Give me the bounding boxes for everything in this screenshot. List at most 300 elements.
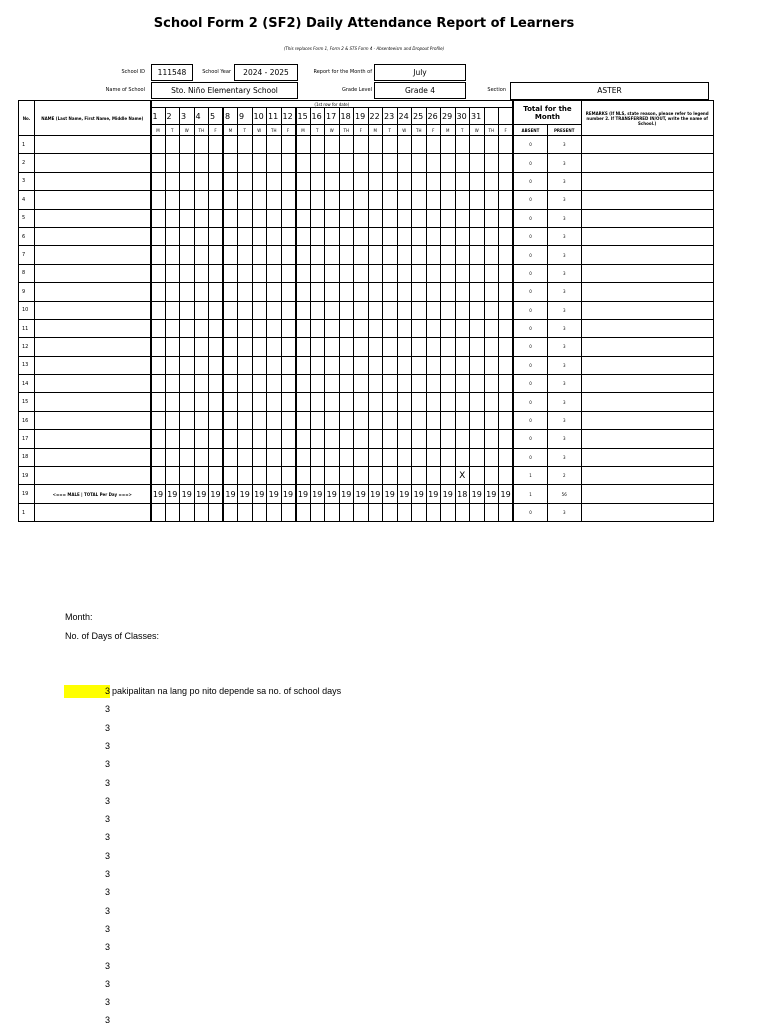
remarks-cell[interactable] xyxy=(581,356,713,374)
attendance-cell[interactable] xyxy=(470,375,485,393)
attendance-cell[interactable] xyxy=(281,467,296,485)
attendance-cell[interactable] xyxy=(484,393,499,411)
attendance-cell[interactable] xyxy=(441,411,456,429)
attendance-cell[interactable] xyxy=(310,503,325,521)
attendance-cell[interactable] xyxy=(339,375,354,393)
attendance-cell[interactable] xyxy=(151,375,166,393)
attendance-cell[interactable] xyxy=(426,467,441,485)
attendance-cell[interactable] xyxy=(151,467,166,485)
attendance-cell[interactable] xyxy=(383,338,398,356)
attendance-cell[interactable] xyxy=(426,503,441,521)
attendance-cell[interactable] xyxy=(470,209,485,227)
attendance-cell[interactable] xyxy=(484,283,499,301)
attendance-cell[interactable] xyxy=(296,503,311,521)
attendance-cell[interactable] xyxy=(354,430,369,448)
attendance-cell[interactable] xyxy=(296,136,311,154)
attendance-cell[interactable] xyxy=(354,172,369,190)
attendance-cell[interactable] xyxy=(368,154,383,172)
remarks-cell[interactable] xyxy=(581,264,713,282)
attendance-cell[interactable] xyxy=(383,246,398,264)
attendance-cell[interactable] xyxy=(484,375,499,393)
days-value-cell[interactable]: 3 xyxy=(104,905,110,916)
attendance-cell[interactable] xyxy=(499,191,514,209)
attendance-cell[interactable] xyxy=(310,301,325,319)
attendance-cell[interactable] xyxy=(412,393,427,411)
attendance-cell[interactable] xyxy=(151,503,166,521)
days-value-cell[interactable]: 3 xyxy=(104,704,110,715)
attendance-cell[interactable] xyxy=(368,283,383,301)
attendance-cell[interactable] xyxy=(484,356,499,374)
attendance-cell[interactable] xyxy=(368,411,383,429)
days-value-cell[interactable]: 3 xyxy=(104,740,110,751)
attendance-cell[interactable] xyxy=(339,467,354,485)
attendance-cell[interactable] xyxy=(441,301,456,319)
attendance-cell[interactable] xyxy=(499,467,514,485)
remarks-cell[interactable] xyxy=(581,209,713,227)
attendance-cell[interactable] xyxy=(194,338,209,356)
attendance-cell[interactable] xyxy=(267,154,282,172)
attendance-cell[interactable] xyxy=(383,467,398,485)
attendance-cell[interactable] xyxy=(339,246,354,264)
school-year-field[interactable]: 2024 - 2025 xyxy=(234,64,298,81)
attendance-cell[interactable] xyxy=(354,467,369,485)
attendance-cell[interactable] xyxy=(165,172,180,190)
attendance-cell[interactable] xyxy=(151,191,166,209)
attendance-cell[interactable] xyxy=(383,301,398,319)
attendance-cell[interactable] xyxy=(426,375,441,393)
attendance-cell[interactable] xyxy=(209,172,224,190)
attendance-cell[interactable] xyxy=(151,411,166,429)
attendance-cell[interactable] xyxy=(194,246,209,264)
attendance-cell[interactable] xyxy=(397,448,412,466)
attendance-cell[interactable] xyxy=(339,264,354,282)
attendance-cell[interactable] xyxy=(151,301,166,319)
attendance-cell[interactable] xyxy=(470,283,485,301)
remarks-cell[interactable] xyxy=(581,485,713,503)
attendance-cell[interactable] xyxy=(151,209,166,227)
attendance-cell[interactable] xyxy=(354,246,369,264)
attendance-cell[interactable] xyxy=(455,301,470,319)
attendance-cell[interactable] xyxy=(470,503,485,521)
attendance-cell[interactable] xyxy=(470,319,485,337)
attendance-cell[interactable] xyxy=(296,430,311,448)
attendance-cell[interactable] xyxy=(281,375,296,393)
attendance-cell[interactable] xyxy=(412,375,427,393)
attendance-cell[interactable] xyxy=(354,338,369,356)
attendance-cell[interactable] xyxy=(426,319,441,337)
attendance-cell[interactable] xyxy=(455,338,470,356)
attendance-cell[interactable] xyxy=(223,154,238,172)
attendance-cell[interactable] xyxy=(165,448,180,466)
attendance-cell[interactable] xyxy=(296,467,311,485)
attendance-cell[interactable] xyxy=(441,430,456,448)
attendance-cell[interactable] xyxy=(499,136,514,154)
attendance-cell[interactable] xyxy=(499,172,514,190)
attendance-cell[interactable] xyxy=(426,227,441,245)
attendance-cell[interactable] xyxy=(397,393,412,411)
attendance-cell[interactable] xyxy=(470,246,485,264)
attendance-cell[interactable] xyxy=(223,338,238,356)
attendance-cell[interactable] xyxy=(368,246,383,264)
attendance-cell[interactable] xyxy=(339,393,354,411)
attendance-cell[interactable] xyxy=(484,264,499,282)
attendance-cell[interactable] xyxy=(412,191,427,209)
attendance-cell[interactable] xyxy=(296,319,311,337)
attendance-cell[interactable] xyxy=(470,172,485,190)
learner-name-cell[interactable] xyxy=(35,467,151,485)
attendance-cell[interactable] xyxy=(296,448,311,466)
attendance-cell[interactable] xyxy=(267,503,282,521)
attendance-cell[interactable] xyxy=(455,154,470,172)
attendance-cell[interactable] xyxy=(281,356,296,374)
attendance-cell[interactable] xyxy=(252,467,267,485)
attendance-cell[interactable] xyxy=(209,430,224,448)
attendance-cell[interactable] xyxy=(354,227,369,245)
attendance-cell[interactable] xyxy=(165,338,180,356)
attendance-cell[interactable] xyxy=(180,467,195,485)
remarks-cell[interactable] xyxy=(581,448,713,466)
attendance-cell[interactable] xyxy=(325,264,340,282)
attendance-cell[interactable] xyxy=(151,356,166,374)
remarks-cell[interactable] xyxy=(581,154,713,172)
attendance-cell[interactable] xyxy=(383,264,398,282)
attendance-cell[interactable] xyxy=(267,264,282,282)
attendance-cell[interactable] xyxy=(238,227,253,245)
attendance-cell[interactable] xyxy=(368,191,383,209)
attendance-cell[interactable] xyxy=(310,191,325,209)
attendance-cell[interactable] xyxy=(223,136,238,154)
attendance-cell[interactable] xyxy=(151,264,166,282)
attendance-cell[interactable] xyxy=(441,154,456,172)
attendance-cell[interactable] xyxy=(383,319,398,337)
attendance-cell[interactable] xyxy=(441,246,456,264)
attendance-cell[interactable] xyxy=(441,448,456,466)
attendance-cell[interactable] xyxy=(151,172,166,190)
attendance-cell[interactable] xyxy=(310,319,325,337)
learner-name-cell[interactable] xyxy=(35,191,151,209)
attendance-cell[interactable] xyxy=(267,448,282,466)
attendance-cell[interactable] xyxy=(194,356,209,374)
attendance-cell[interactable] xyxy=(426,246,441,264)
attendance-cell[interactable] xyxy=(223,264,238,282)
attendance-cell[interactable] xyxy=(354,393,369,411)
month-field[interactable]: July xyxy=(374,64,466,81)
attendance-cell[interactable] xyxy=(223,172,238,190)
attendance-cell[interactable] xyxy=(296,227,311,245)
remarks-cell[interactable] xyxy=(581,430,713,448)
attendance-cell[interactable] xyxy=(455,503,470,521)
attendance-cell[interactable] xyxy=(165,264,180,282)
attendance-cell[interactable] xyxy=(499,319,514,337)
attendance-cell[interactable] xyxy=(281,393,296,411)
days-value-cell[interactable]: 3 xyxy=(104,850,110,861)
attendance-cell[interactable] xyxy=(180,136,195,154)
attendance-cell[interactable] xyxy=(354,283,369,301)
attendance-cell[interactable] xyxy=(470,301,485,319)
attendance-cell[interactable] xyxy=(281,246,296,264)
attendance-cell[interactable] xyxy=(310,283,325,301)
learner-name-cell[interactable] xyxy=(35,411,151,429)
attendance-cell[interactable] xyxy=(238,503,253,521)
attendance-cell[interactable] xyxy=(499,503,514,521)
attendance-cell[interactable] xyxy=(325,338,340,356)
attendance-cell[interactable] xyxy=(368,430,383,448)
attendance-cell[interactable] xyxy=(165,467,180,485)
attendance-cell[interactable] xyxy=(281,209,296,227)
attendance-cell[interactable] xyxy=(281,448,296,466)
attendance-cell[interactable] xyxy=(470,154,485,172)
attendance-cell[interactable] xyxy=(238,375,253,393)
learner-name-cell[interactable] xyxy=(35,319,151,337)
attendance-cell[interactable] xyxy=(441,375,456,393)
attendance-cell[interactable] xyxy=(209,227,224,245)
attendance-cell[interactable] xyxy=(368,356,383,374)
attendance-cell[interactable] xyxy=(281,136,296,154)
attendance-cell[interactable] xyxy=(470,338,485,356)
attendance-cell[interactable] xyxy=(180,227,195,245)
attendance-cell[interactable] xyxy=(165,393,180,411)
attendance-cell[interactable] xyxy=(281,301,296,319)
attendance-cell[interactable] xyxy=(209,319,224,337)
attendance-cell[interactable] xyxy=(484,172,499,190)
attendance-cell[interactable] xyxy=(223,301,238,319)
attendance-cell[interactable] xyxy=(383,356,398,374)
attendance-cell[interactable] xyxy=(397,172,412,190)
attendance-cell[interactable] xyxy=(267,301,282,319)
attendance-cell[interactable] xyxy=(325,467,340,485)
attendance-cell[interactable] xyxy=(267,467,282,485)
attendance-cell[interactable] xyxy=(194,172,209,190)
grade-level-field[interactable]: Grade 4 xyxy=(374,82,466,99)
attendance-cell[interactable] xyxy=(470,393,485,411)
attendance-cell[interactable] xyxy=(455,319,470,337)
attendance-cell[interactable] xyxy=(252,264,267,282)
attendance-cell[interactable] xyxy=(281,338,296,356)
attendance-cell[interactable] xyxy=(267,227,282,245)
attendance-cell[interactable] xyxy=(499,283,514,301)
attendance-cell[interactable] xyxy=(209,246,224,264)
remarks-cell[interactable] xyxy=(581,191,713,209)
attendance-cell[interactable] xyxy=(441,503,456,521)
attendance-cell[interactable] xyxy=(252,301,267,319)
school-name-field[interactable]: Sto. Niño Elementary School xyxy=(151,82,298,99)
attendance-cell[interactable] xyxy=(484,191,499,209)
attendance-cell[interactable] xyxy=(354,411,369,429)
attendance-cell[interactable] xyxy=(354,503,369,521)
attendance-cell[interactable] xyxy=(412,503,427,521)
attendance-cell[interactable] xyxy=(209,136,224,154)
attendance-cell[interactable] xyxy=(441,136,456,154)
attendance-cell[interactable] xyxy=(325,283,340,301)
attendance-cell[interactable] xyxy=(223,467,238,485)
remarks-cell[interactable] xyxy=(581,246,713,264)
attendance-cell[interactable] xyxy=(209,393,224,411)
attendance-cell[interactable] xyxy=(310,338,325,356)
attendance-cell[interactable] xyxy=(397,301,412,319)
attendance-cell[interactable] xyxy=(252,375,267,393)
attendance-cell[interactable] xyxy=(325,448,340,466)
attendance-cell[interactable] xyxy=(383,136,398,154)
attendance-cell[interactable] xyxy=(426,393,441,411)
attendance-cell[interactable] xyxy=(441,283,456,301)
attendance-cell[interactable] xyxy=(368,338,383,356)
attendance-cell[interactable] xyxy=(426,264,441,282)
attendance-cell[interactable] xyxy=(238,301,253,319)
attendance-cell[interactable] xyxy=(238,356,253,374)
attendance-cell[interactable] xyxy=(296,154,311,172)
attendance-cell[interactable] xyxy=(441,356,456,374)
attendance-cell[interactable] xyxy=(151,430,166,448)
attendance-cell[interactable] xyxy=(412,448,427,466)
attendance-cell[interactable] xyxy=(499,301,514,319)
learner-name-cell[interactable] xyxy=(35,154,151,172)
attendance-cell[interactable] xyxy=(310,393,325,411)
attendance-cell[interactable] xyxy=(267,319,282,337)
attendance-cell[interactable] xyxy=(354,264,369,282)
attendance-cell[interactable] xyxy=(252,448,267,466)
attendance-cell[interactable] xyxy=(165,301,180,319)
attendance-cell[interactable] xyxy=(397,246,412,264)
attendance-cell[interactable] xyxy=(441,191,456,209)
attendance-cell[interactable] xyxy=(354,375,369,393)
attendance-cell[interactable] xyxy=(397,209,412,227)
days-value-cell[interactable]: 3 xyxy=(104,832,110,843)
attendance-cell[interactable] xyxy=(252,393,267,411)
attendance-cell[interactable] xyxy=(252,209,267,227)
attendance-cell[interactable] xyxy=(397,319,412,337)
attendance-cell[interactable] xyxy=(412,301,427,319)
attendance-cell[interactable] xyxy=(252,191,267,209)
attendance-cell[interactable] xyxy=(151,319,166,337)
attendance-cell[interactable] xyxy=(296,246,311,264)
remarks-cell[interactable] xyxy=(581,503,713,521)
attendance-cell[interactable] xyxy=(310,264,325,282)
attendance-cell[interactable] xyxy=(383,209,398,227)
attendance-cell[interactable] xyxy=(310,209,325,227)
attendance-cell[interactable] xyxy=(223,283,238,301)
attendance-cell[interactable] xyxy=(281,319,296,337)
attendance-cell[interactable] xyxy=(267,338,282,356)
attendance-cell[interactable] xyxy=(499,430,514,448)
days-value-cell[interactable]: 3 xyxy=(104,923,110,934)
attendance-cell[interactable] xyxy=(310,356,325,374)
attendance-cell[interactable] xyxy=(484,209,499,227)
days-value-cell[interactable]: 3 xyxy=(104,887,110,898)
attendance-cell[interactable] xyxy=(252,283,267,301)
attendance-cell[interactable] xyxy=(180,375,195,393)
attendance-cell[interactable] xyxy=(180,448,195,466)
days-value-cell[interactable]: 3 xyxy=(64,685,110,698)
attendance-cell[interactable] xyxy=(383,283,398,301)
attendance-cell[interactable] xyxy=(325,227,340,245)
attendance-cell[interactable] xyxy=(180,246,195,264)
attendance-cell[interactable] xyxy=(267,393,282,411)
attendance-cell[interactable] xyxy=(339,338,354,356)
attendance-cell[interactable] xyxy=(165,356,180,374)
attendance-cell[interactable] xyxy=(267,209,282,227)
attendance-cell[interactable] xyxy=(339,283,354,301)
school-id-field[interactable]: 111548 xyxy=(151,64,193,81)
attendance-cell[interactable] xyxy=(238,209,253,227)
learner-name-cell[interactable] xyxy=(35,448,151,466)
attendance-cell[interactable] xyxy=(267,411,282,429)
learner-name-cell[interactable] xyxy=(35,264,151,282)
attendance-cell[interactable] xyxy=(194,264,209,282)
attendance-cell[interactable] xyxy=(470,411,485,429)
attendance-cell[interactable] xyxy=(165,191,180,209)
attendance-cell[interactable] xyxy=(194,154,209,172)
attendance-cell[interactable] xyxy=(194,191,209,209)
attendance-cell[interactable] xyxy=(238,430,253,448)
attendance-cell[interactable] xyxy=(325,172,340,190)
attendance-cell[interactable] xyxy=(325,209,340,227)
attendance-cell[interactable] xyxy=(325,503,340,521)
attendance-cell[interactable] xyxy=(165,375,180,393)
attendance-cell[interactable] xyxy=(180,356,195,374)
remarks-cell[interactable] xyxy=(581,467,713,485)
attendance-cell[interactable] xyxy=(397,467,412,485)
learner-name-cell[interactable] xyxy=(35,393,151,411)
attendance-cell[interactable] xyxy=(397,264,412,282)
attendance-cell[interactable] xyxy=(325,301,340,319)
attendance-cell[interactable] xyxy=(165,503,180,521)
attendance-cell[interactable] xyxy=(296,172,311,190)
remarks-cell[interactable] xyxy=(581,375,713,393)
attendance-cell[interactable] xyxy=(325,136,340,154)
attendance-cell[interactable] xyxy=(426,338,441,356)
attendance-cell[interactable] xyxy=(296,411,311,429)
attendance-cell[interactable] xyxy=(223,503,238,521)
attendance-cell[interactable] xyxy=(412,430,427,448)
attendance-cell[interactable] xyxy=(484,430,499,448)
attendance-cell[interactable] xyxy=(397,338,412,356)
attendance-cell[interactable] xyxy=(151,393,166,411)
attendance-cell[interactable] xyxy=(499,227,514,245)
attendance-cell[interactable] xyxy=(238,393,253,411)
attendance-cell[interactable] xyxy=(426,430,441,448)
attendance-cell[interactable] xyxy=(310,375,325,393)
attendance-cell[interactable] xyxy=(470,467,485,485)
attendance-cell[interactable] xyxy=(455,448,470,466)
attendance-cell[interactable] xyxy=(397,375,412,393)
attendance-cell[interactable] xyxy=(238,283,253,301)
attendance-cell[interactable] xyxy=(397,283,412,301)
attendance-cell[interactable] xyxy=(339,319,354,337)
attendance-cell[interactable] xyxy=(209,411,224,429)
attendance-cell[interactable] xyxy=(325,430,340,448)
attendance-cell[interactable] xyxy=(339,227,354,245)
attendance-cell[interactable] xyxy=(238,338,253,356)
attendance-cell[interactable] xyxy=(223,246,238,264)
attendance-cell[interactable] xyxy=(151,338,166,356)
attendance-cell[interactable] xyxy=(296,338,311,356)
attendance-cell[interactable] xyxy=(180,430,195,448)
attendance-cell[interactable] xyxy=(209,375,224,393)
attendance-cell[interactable] xyxy=(238,154,253,172)
attendance-cell[interactable] xyxy=(499,264,514,282)
attendance-cell[interactable] xyxy=(296,191,311,209)
attendance-cell[interactable] xyxy=(441,467,456,485)
attendance-cell[interactable] xyxy=(194,430,209,448)
attendance-cell[interactable] xyxy=(499,246,514,264)
attendance-cell[interactable] xyxy=(426,136,441,154)
attendance-cell[interactable] xyxy=(455,411,470,429)
learner-name-cell[interactable] xyxy=(35,136,151,154)
attendance-cell[interactable] xyxy=(354,301,369,319)
attendance-cell[interactable] xyxy=(238,264,253,282)
attendance-cell[interactable] xyxy=(238,411,253,429)
attendance-cell[interactable] xyxy=(180,338,195,356)
